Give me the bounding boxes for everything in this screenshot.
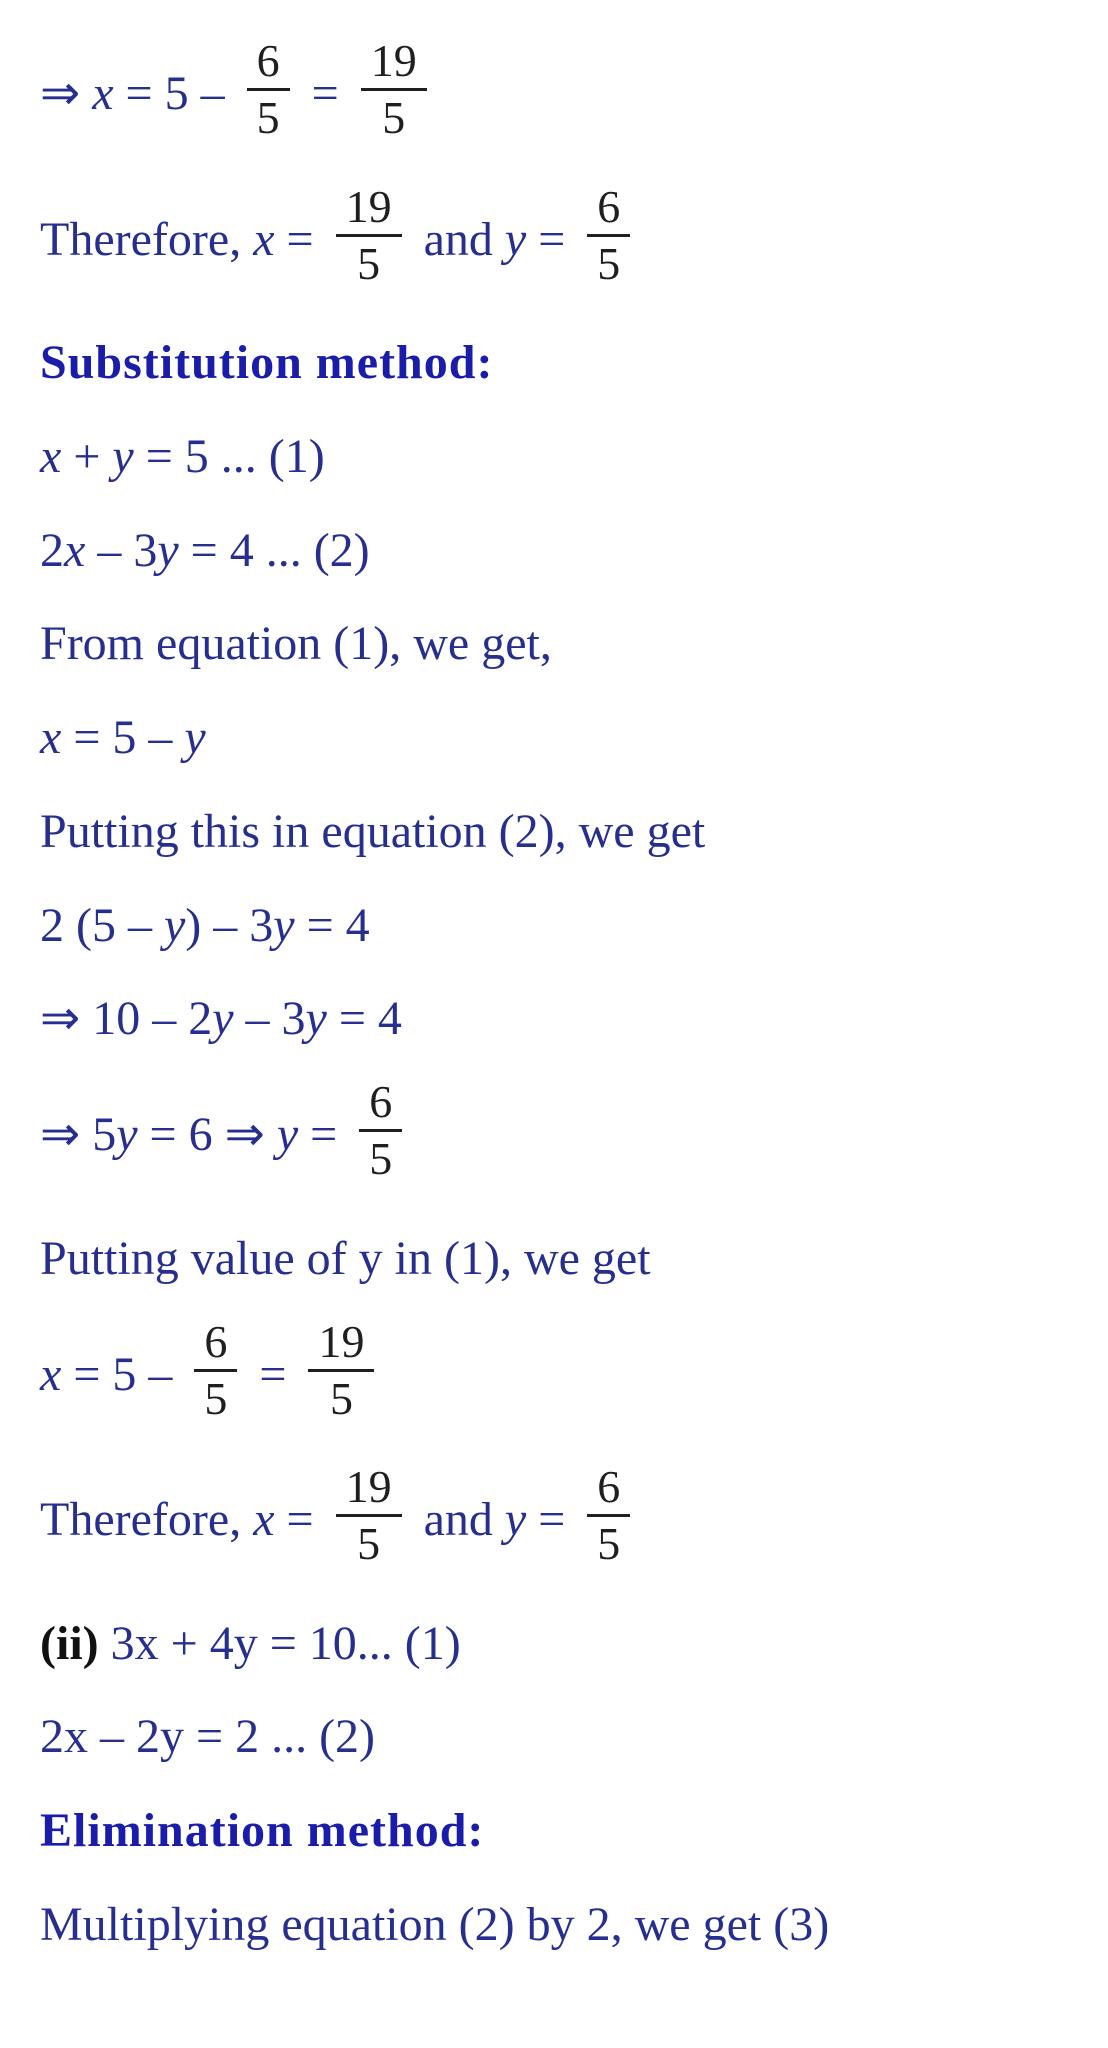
fraction-denominator: 5 xyxy=(357,237,381,289)
part-ii-equation-1 xyxy=(40,1617,1078,1671)
fraction-denominator: 5 xyxy=(597,237,621,289)
text-segment: and xyxy=(411,1492,505,1546)
text-segment: x xyxy=(40,711,62,765)
fraction-denominator: 5 xyxy=(256,92,280,144)
text-segment: = 4 ... (2) xyxy=(178,523,370,577)
fraction xyxy=(587,180,630,289)
text-segment: = xyxy=(274,212,326,266)
text-segment: y xyxy=(305,992,327,1046)
text-segment: = xyxy=(526,1492,578,1546)
text-segment: ⇒ xyxy=(40,66,93,120)
text-segment: – 3 xyxy=(85,523,158,577)
text-segment: = xyxy=(299,66,351,120)
text-segment: Substitution method: xyxy=(40,336,494,390)
text-segment: = 5 – xyxy=(113,66,237,120)
fraction-numerator: 6 xyxy=(587,1463,630,1517)
fraction xyxy=(247,37,290,143)
text-segment: y xyxy=(157,523,179,577)
text-segment: Therefore, xyxy=(40,1492,254,1546)
fraction-denominator: 5 xyxy=(357,1518,381,1570)
text-segment: = 4 xyxy=(294,898,370,952)
putting-in-equation-2 xyxy=(40,805,1078,859)
text-segment: = 6 ⇒ xyxy=(137,1108,277,1161)
text-segment: = 5 – xyxy=(61,1347,185,1401)
fraction-denominator: 5 xyxy=(329,1372,353,1424)
therefore-xy-values-2 xyxy=(40,1461,1078,1577)
fraction xyxy=(194,1315,237,1424)
text-segment: – 3 xyxy=(233,992,306,1046)
text-segment: x xyxy=(253,212,275,266)
text-segment: Therefore, xyxy=(40,212,254,266)
x-solution xyxy=(40,1315,1078,1432)
text-segment: x xyxy=(92,66,114,120)
document-body xyxy=(40,35,1078,1952)
text-segment: Putting this in equation (2), we get xyxy=(40,804,706,858)
text-segment: y xyxy=(276,1108,299,1161)
text-segment: 2 (5 – xyxy=(40,898,164,952)
text-segment: 2x – 2y = 2 ... (2) xyxy=(40,1710,376,1764)
fraction-denominator: 5 xyxy=(369,1133,393,1185)
text-segment: y xyxy=(184,711,206,765)
text-segment: x xyxy=(40,1347,62,1401)
text-segment: ⇒ 10 – 2 xyxy=(40,992,213,1046)
fraction xyxy=(336,180,402,289)
text-segment: y xyxy=(504,212,527,266)
text-segment: y xyxy=(112,429,134,483)
substitution-method-heading xyxy=(40,336,1078,390)
text-segment: Multiplying equation (2) by 2, we get (3) xyxy=(40,1897,830,1951)
text-segment: y xyxy=(273,898,295,952)
text-segment: Elimination method: xyxy=(40,1804,485,1858)
x-in-terms-of-y xyxy=(40,711,1078,765)
elimination-method-heading xyxy=(40,1804,1078,1858)
part-label: (ii) xyxy=(40,1616,111,1670)
fraction xyxy=(336,1463,402,1569)
substituted-equation xyxy=(40,899,1078,953)
text-segment: = xyxy=(274,1492,326,1546)
fraction-numerator: 19 xyxy=(361,37,427,91)
text-segment: y xyxy=(504,1492,527,1546)
fraction-numerator: 19 xyxy=(336,1463,402,1517)
fraction-numerator: 19 xyxy=(308,1318,374,1372)
text-segment: y xyxy=(116,1108,138,1161)
expanded-equation xyxy=(40,992,1078,1046)
text-segment: x xyxy=(64,523,86,577)
implication-x-value xyxy=(40,35,1078,151)
fraction-numerator: 6 xyxy=(587,183,630,237)
text-segment: = xyxy=(526,212,578,266)
text-segment: ) – 3 xyxy=(185,898,274,952)
text-segment: = 5 – xyxy=(61,711,185,765)
fraction-denominator: 5 xyxy=(597,1518,621,1570)
text-segment: x xyxy=(40,429,62,483)
putting-y-in-1 xyxy=(40,1232,1078,1286)
fraction xyxy=(308,1315,374,1424)
text-segment: Putting value of y in (1), we get xyxy=(40,1231,651,1285)
text-segment: and xyxy=(411,212,505,266)
equation-1 xyxy=(40,430,1078,484)
fraction-numerator: 6 xyxy=(247,37,290,91)
fraction-denominator: 5 xyxy=(382,92,406,144)
therefore-xy-values xyxy=(40,180,1078,297)
fraction-numerator: 6 xyxy=(359,1078,402,1132)
text-segment: + xyxy=(61,429,113,483)
text-segment: = 4 xyxy=(326,992,402,1046)
text-segment: ⇒ 5 xyxy=(40,1108,117,1161)
fraction xyxy=(359,1078,402,1184)
equation-2 xyxy=(40,524,1078,578)
text-segment: y xyxy=(212,992,234,1046)
text-segment: = 5 ... (1) xyxy=(133,429,325,483)
text-segment: 3x + 4y = 10... (1) xyxy=(110,1616,461,1670)
text-segment: = xyxy=(298,1108,350,1161)
text-segment: x xyxy=(253,1492,275,1546)
from-equation-1 xyxy=(40,617,1078,671)
fraction-numerator: 19 xyxy=(336,183,402,237)
text-segment: = xyxy=(247,1347,299,1401)
part-ii-equation-2 xyxy=(40,1710,1078,1764)
text-segment: From equation (1), we get, xyxy=(40,617,552,671)
fraction xyxy=(361,37,427,143)
fraction-numerator: 6 xyxy=(194,1318,237,1372)
fraction xyxy=(587,1463,630,1569)
text-segment: y xyxy=(163,898,186,952)
text-segment: 2 xyxy=(40,523,64,577)
y-solution xyxy=(40,1076,1078,1192)
fraction-denominator: 5 xyxy=(204,1372,228,1424)
multiply-equation-2 xyxy=(40,1898,1078,1952)
